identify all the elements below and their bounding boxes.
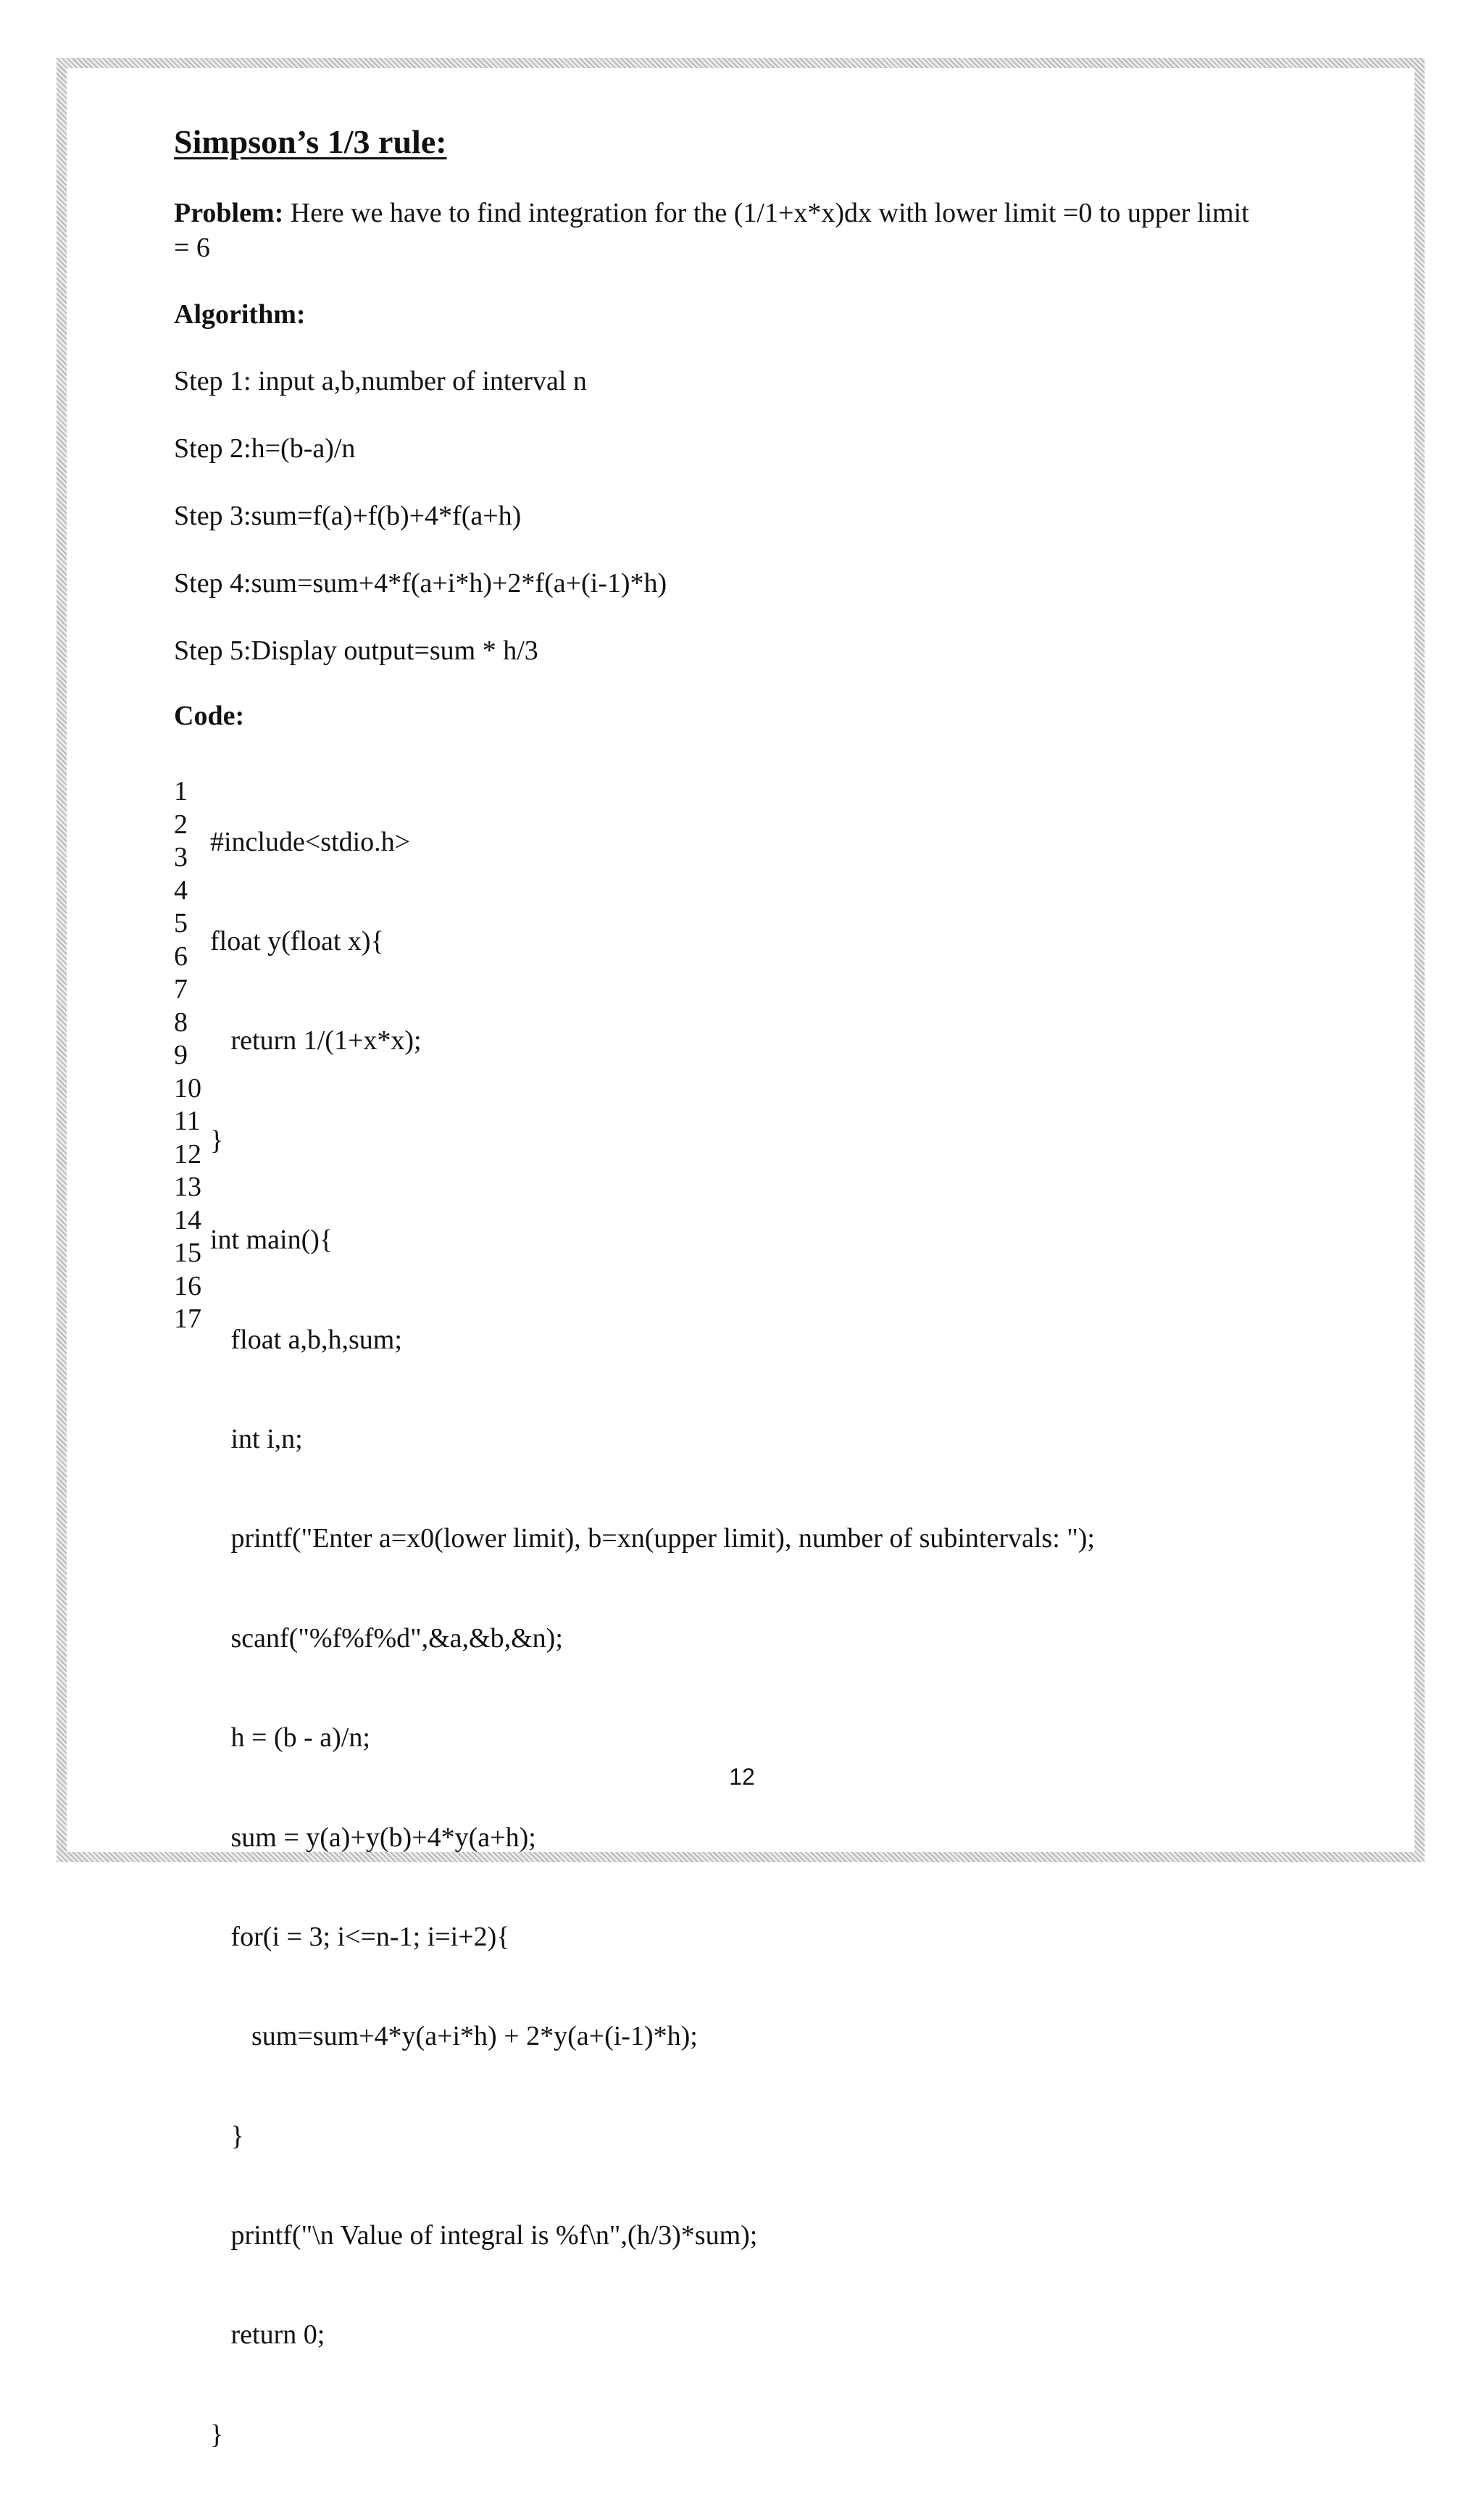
code-line: scanf("%f%f%d",&a,&b,&n); xyxy=(210,1622,563,1654)
line-number: 14 xyxy=(174,1204,201,1235)
code-line: printf("Enter a=x0(lower limit), b=xn(upper limit), number of subintervals: "); xyxy=(210,1523,1095,1554)
algorithm-steps xyxy=(174,364,1261,668)
line-number: 13 xyxy=(174,1172,201,1202)
line-number: 10 xyxy=(174,1072,201,1104)
document-content xyxy=(174,116,1261,2450)
line-number: 7 xyxy=(174,974,188,1004)
code-line: sum = y(a)+y(b)+4*y(a+h); xyxy=(210,1822,536,1853)
code-line: return 1/(1+x*x); xyxy=(210,1025,422,1056)
code-line: int i,n; xyxy=(210,1423,303,1454)
code-line: } xyxy=(210,1125,224,1156)
problem-text: Here we have to find integration for the (1/1+x*x)dx with lower limit =0 to upper limit = 6 xyxy=(174,198,1249,263)
code-line: } xyxy=(210,2120,244,2151)
line-number: 3 xyxy=(174,842,188,872)
line-number: 12 xyxy=(174,1138,201,1170)
problem-statement xyxy=(174,196,1261,265)
line-number: 6 xyxy=(174,941,188,972)
algorithm-step: Step 4:sum=sum+4*f(a+i*h)+2*f(a+(i-1)*h) xyxy=(174,568,667,599)
line-number: 1 xyxy=(174,776,188,806)
code-line: int main(){ xyxy=(210,1225,333,1256)
line-number: 4 xyxy=(174,875,188,906)
problem-label: Problem: xyxy=(174,198,284,228)
algorithm-step: Step 3:sum=f(a)+f(b)+4*f(a+h) xyxy=(174,501,522,531)
code-line: printf("\n Value of integral is %f\n",(h/3)*sum); xyxy=(210,2220,758,2251)
page-number: 12 xyxy=(729,1764,755,1790)
line-number: 15 xyxy=(174,1238,201,1268)
algorithm-step: Step 1: input a,b,number of interval n xyxy=(174,366,587,396)
page-title: Simpson’s 1/3 rule: xyxy=(174,123,447,160)
code-line: sum=sum+4*y(a+i*h) + 2*y(a+(i-1)*h); xyxy=(210,2021,698,2052)
code-line: #include<stdio.h> xyxy=(210,826,411,857)
code-line: return 0; xyxy=(210,2319,325,2351)
line-number: 16 xyxy=(174,1270,201,1301)
algorithm-step: Step 5:Display output=sum * h/3 xyxy=(174,635,538,666)
line-number: 8 xyxy=(174,1006,188,1038)
code-line: } xyxy=(210,2419,224,2450)
line-number: 17 xyxy=(174,1304,201,1334)
algorithm-step: Step 2:h=(b-a)/n xyxy=(174,433,356,464)
line-number: 11 xyxy=(174,1106,201,1136)
line-number: 5 xyxy=(174,908,188,938)
code-block xyxy=(174,759,1261,2450)
line-number: 2 xyxy=(174,809,188,840)
code-line: float y(float x){ xyxy=(210,925,384,956)
algorithm-heading: Algorithm: xyxy=(174,299,306,330)
code-heading: Code: xyxy=(174,701,245,731)
line-numbers xyxy=(174,775,203,1336)
code-line: float a,b,h,sum; xyxy=(210,1324,402,1355)
code-lines xyxy=(210,759,1095,2518)
code-line: h = (b - a)/n; xyxy=(210,1722,370,1754)
code-line: for(i = 3; i<=n-1; i=i+2){ xyxy=(210,1921,510,1952)
line-number: 9 xyxy=(174,1040,188,1070)
